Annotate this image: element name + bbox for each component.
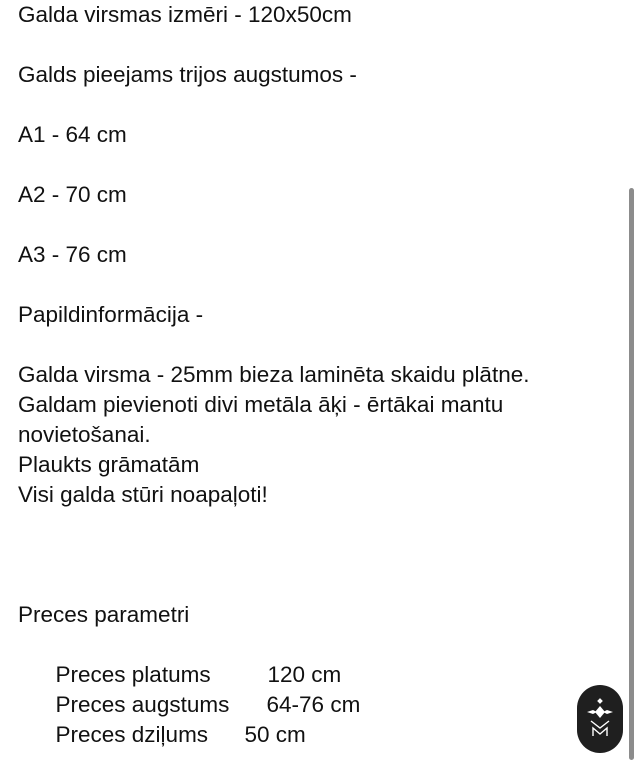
- parameter-value: 64-76 cm: [266, 692, 361, 717]
- parameter-label: Preces dziļums: [55, 722, 209, 747]
- height-option-a2: A2 - 70 cm: [18, 182, 127, 207]
- extra-info-line: novietošanai.: [18, 422, 151, 447]
- parameter-label: Preces augstums: [55, 692, 230, 717]
- top-size-text: Galda virsmas izmēri - 120x50cm: [18, 2, 352, 27]
- extra-info-line: Galda virsma - 25mm bieza laminēta skaidu plātne.: [18, 362, 530, 387]
- product-description: [18, 0, 618, 747]
- brand-logo-button[interactable]: [577, 685, 623, 753]
- parameter-label: Preces platums: [55, 662, 211, 687]
- height-option-a3: A3 - 76 cm: [18, 242, 127, 267]
- parameter-value: 120 cm: [267, 662, 342, 687]
- brand-logo-icon: [585, 697, 615, 741]
- extra-info-line: Visi galda stūri noapaļoti!: [18, 482, 268, 507]
- parameters-heading: Preces parametri: [18, 602, 190, 627]
- vertical-scrollbar[interactable]: [629, 188, 634, 760]
- parameter-value: 50 cm: [244, 722, 306, 747]
- heights-intro-text: Galds pieejams trijos augstumos -: [18, 62, 357, 87]
- extra-info-heading: Papildinformācija -: [18, 302, 204, 327]
- height-option-a1: A1 - 64 cm: [18, 122, 127, 147]
- parameter-row-width: [18, 630, 618, 687]
- extra-info-line: Galdam pievienoti divi metāla āķi - ērtākai mantu: [18, 392, 504, 417]
- extra-info-line: Plaukts grāmatām: [18, 452, 200, 477]
